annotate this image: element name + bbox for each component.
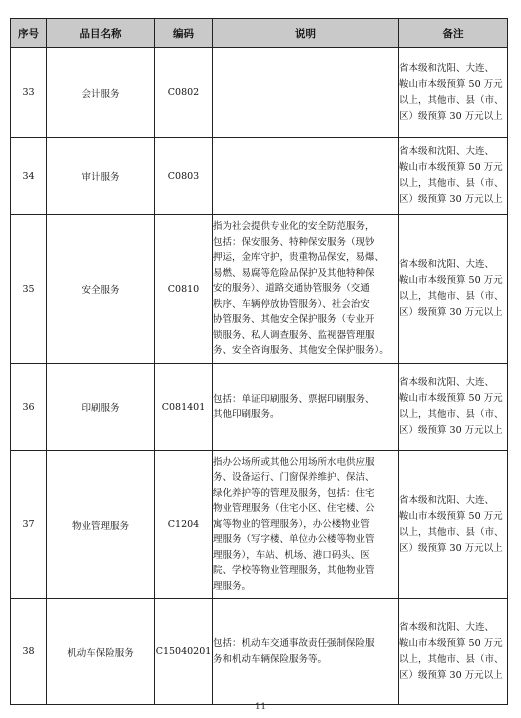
note-line: 以上，其他市、县（市、 [399,291,504,302]
description-line: 务、安全咨询服务、其他安全保护服务）。 [213,345,389,357]
row-note [399,364,508,451]
row-note [399,48,508,138]
table-row [11,451,508,599]
description-line: 理服务），车站、机场、港口码头、医 [213,549,370,561]
description-line: 协管服务、其他安全保护服务（专业开 [213,314,375,326]
row-item-name: 印刷服务 [47,364,155,451]
header-desc: 说明 [213,19,399,48]
table-row [11,364,508,451]
note-line: 以上，其他市、县（市、 [399,94,504,106]
description-line: 包括：单证印刷服务、票据印刷服务、 [213,393,375,405]
header-seq: 序号 [11,19,47,48]
row-code: C15040201 [155,599,213,705]
note-line: 以上，其他市、县（市、 [399,409,504,420]
description-line: 务和机动车辆保险服务等。 [213,653,328,665]
row-code: C1204 [155,451,213,599]
header-note: 备注 [399,19,508,48]
note-line: 省本级和沈阳、大连、 [399,621,495,633]
description-line: 包括：保安服务、特种保安服务（现钞 [213,236,375,248]
table-row [11,215,508,364]
table-row [11,599,508,705]
note-line: 鞍山市本级预算 50 万元 [399,510,503,522]
row-description [213,599,399,705]
header-name: 品目名称 [47,19,155,48]
row-note [399,451,508,599]
description-line: 物业管理服务（住宅小区、住宅楼、公 [213,503,375,515]
description-line: 秩序、车辆停放协管服务）、社会治安 [213,298,370,310]
row-item-name: 安全服务 [47,215,155,364]
row-code: C081401 [155,364,213,451]
row-item-name: 审计服务 [47,138,155,215]
header-code: 编码 [155,19,213,48]
row-seq: 34 [11,138,47,215]
description-line: 其他印刷服务。 [213,409,280,420]
description-line: 院、学校等物业管理服务，其他物业管 [213,565,375,577]
row-description [213,451,399,599]
procurement-table [10,18,508,705]
note-line: 省本级和沈阳、大连、 [399,146,495,157]
note-line: 区）级预算 30 万元以上 [399,110,503,122]
description-line: 理服务（写字楼、单位办公楼等物业管 [213,534,375,546]
note-line: 省本级和沈阳、大连、 [399,62,495,74]
row-seq: 36 [11,364,47,451]
table-row [11,48,508,138]
note-line: 鞍山市本级预算 50 万元 [399,275,503,286]
row-code: C0803 [155,138,213,215]
row-item-name: 会计服务 [47,48,155,138]
row-seq: 33 [11,48,47,138]
row-description [213,138,399,215]
note-line: 区）级预算 30 万元以上 [399,307,503,318]
note-line: 省本级和沈阳、大连、 [399,494,495,506]
note-line: 区）级预算 30 万元以上 [399,194,503,205]
row-item-name: 机动车保险服务 [47,599,155,705]
description-line: 绿化养护等的管理及服务，包括：住宅 [213,487,375,499]
description-line: 包括：机动车交通事故责任强制保险服 [213,638,375,649]
row-description [213,215,399,364]
note-line: 以上，其他市、县（市、 [399,178,504,189]
note-line: 区）级预算 30 万元以上 [399,542,503,554]
note-line: 鞍山市本级预算 50 万元 [399,637,503,649]
description-line: 指为社会提供专业化的安全防范服务， [213,221,375,233]
row-seq: 38 [11,599,47,705]
note-line: 鞍山市本级预算 50 万元 [399,78,503,90]
row-seq: 37 [11,451,47,599]
description-line: 锁服务、私人调查服务、监视器管理服 [213,329,375,341]
row-seq: 35 [11,215,47,364]
note-line: 省本级和沈阳、大连、 [399,377,495,388]
description-line: 理服务。 [213,580,252,592]
note-line: 以上，其他市、县（市、 [399,526,504,538]
note-line: 区）级预算 30 万元以上 [399,669,503,681]
table-header-row [11,19,508,48]
row-description [213,364,399,451]
table-row [11,138,508,215]
description-line: 寓等物业的管理服务），办公楼物业管 [213,518,370,530]
row-code: C0802 [155,48,213,138]
row-description [213,48,399,138]
description-line: 指办公场所或其他公用场所水电供应服 [213,456,375,468]
description-line: 务、设备运行、门窗保养维护、保洁、 [213,472,375,484]
row-item-name: 物业管理服务 [47,451,155,599]
row-note [399,599,508,705]
description-line: 易燃、易腐等危险品保护及其他特种保 [213,267,375,279]
description-line: 押运，金库守护，贵重物品保安，易爆、 [213,252,385,264]
note-line: 省本级和沈阳、大连、 [399,259,495,270]
description-line: 安的服务）、道路交通协管服务（交通 [213,283,370,295]
row-note [399,215,508,364]
note-line: 以上，其他市、县（市、 [399,653,504,665]
note-line: 鞍山市本级预算 50 万元 [399,393,503,404]
page-number: 11 [255,702,266,712]
note-line: 鞍山市本级预算 50 万元 [399,162,503,173]
row-note [399,138,508,215]
row-code: C0810 [155,215,213,364]
note-line: 区）级预算 30 万元以上 [399,425,503,436]
